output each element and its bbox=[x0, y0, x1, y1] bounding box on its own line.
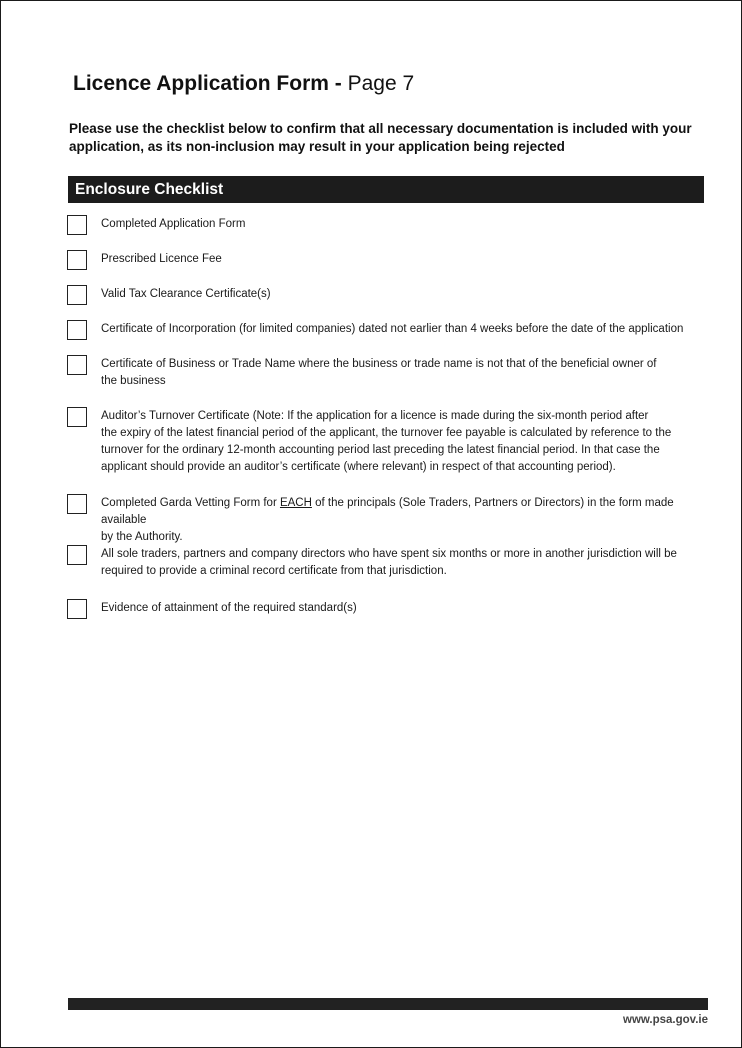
checkbox[interactable] bbox=[67, 599, 87, 619]
checklist-item-label: Certificate of Incorporation (for limited companies) dated not earlier than 4 weeks before the date of the application bbox=[101, 323, 684, 335]
checklist-item-label: Certificate of Business or Trade Name where the business or trade name is not that of the beneficial owner of the business bbox=[101, 358, 657, 387]
checkbox[interactable] bbox=[67, 355, 87, 375]
intro-text: Please use the checklist below to confirm that all necessary documentation is included with your application, as its non-inclusion may result in your application being rejected bbox=[69, 121, 692, 154]
checklist-item-label: Completed Application Form bbox=[101, 218, 246, 230]
footer-bar bbox=[68, 998, 708, 1010]
form-title: Licence Application Form - bbox=[73, 72, 342, 95]
checklist-item-label: Valid Tax Clearance Certificate(s) bbox=[101, 288, 271, 300]
checkbox[interactable] bbox=[67, 250, 87, 270]
section-title: Enclosure Checklist bbox=[75, 181, 224, 198]
checklist-item-label: Prescribed Licence Fee bbox=[101, 253, 222, 265]
garda-text-after: of the principals (Sole Traders, Partners or Directors) in the form made available by the Authority. bbox=[101, 497, 674, 543]
checklist-item-label: Auditor’s Turnover Certificate (Note: If the application for a licence is made during the six-month period after the expiry of the latest financial period of the applicant, the turnover fee payable is calculated by reference to the turnover for the ordinary 12-month accounting period last preceding the latest financial period. In that case the applicant should provide an auditor’s certificate (where relevant) in respect of that accounting period). bbox=[101, 410, 672, 473]
footer-url[interactable]: www.psa.gov.ie bbox=[623, 1014, 708, 1026]
garda-text-before: Completed Garda Vetting Form for bbox=[101, 497, 280, 509]
page-number: Page 7 bbox=[347, 72, 415, 95]
checklist-item-label bbox=[101, 495, 703, 546]
checkbox[interactable] bbox=[67, 494, 87, 514]
page-title bbox=[73, 70, 414, 98]
checkbox[interactable] bbox=[67, 545, 87, 565]
checkbox[interactable] bbox=[67, 407, 87, 427]
checklist-item-label: Evidence of attainment of the required standard(s) bbox=[101, 602, 357, 614]
checkbox[interactable] bbox=[67, 285, 87, 305]
checkbox[interactable] bbox=[67, 215, 87, 235]
checklist-item-label: All sole traders, partners and company directors who have spent six months or more in another jurisdiction will be required to provide a criminal record certificate from that jurisdiction. bbox=[101, 548, 677, 577]
garda-text-each: EACH bbox=[279, 497, 312, 509]
section-header bbox=[68, 176, 704, 203]
checkbox[interactable] bbox=[67, 320, 87, 340]
